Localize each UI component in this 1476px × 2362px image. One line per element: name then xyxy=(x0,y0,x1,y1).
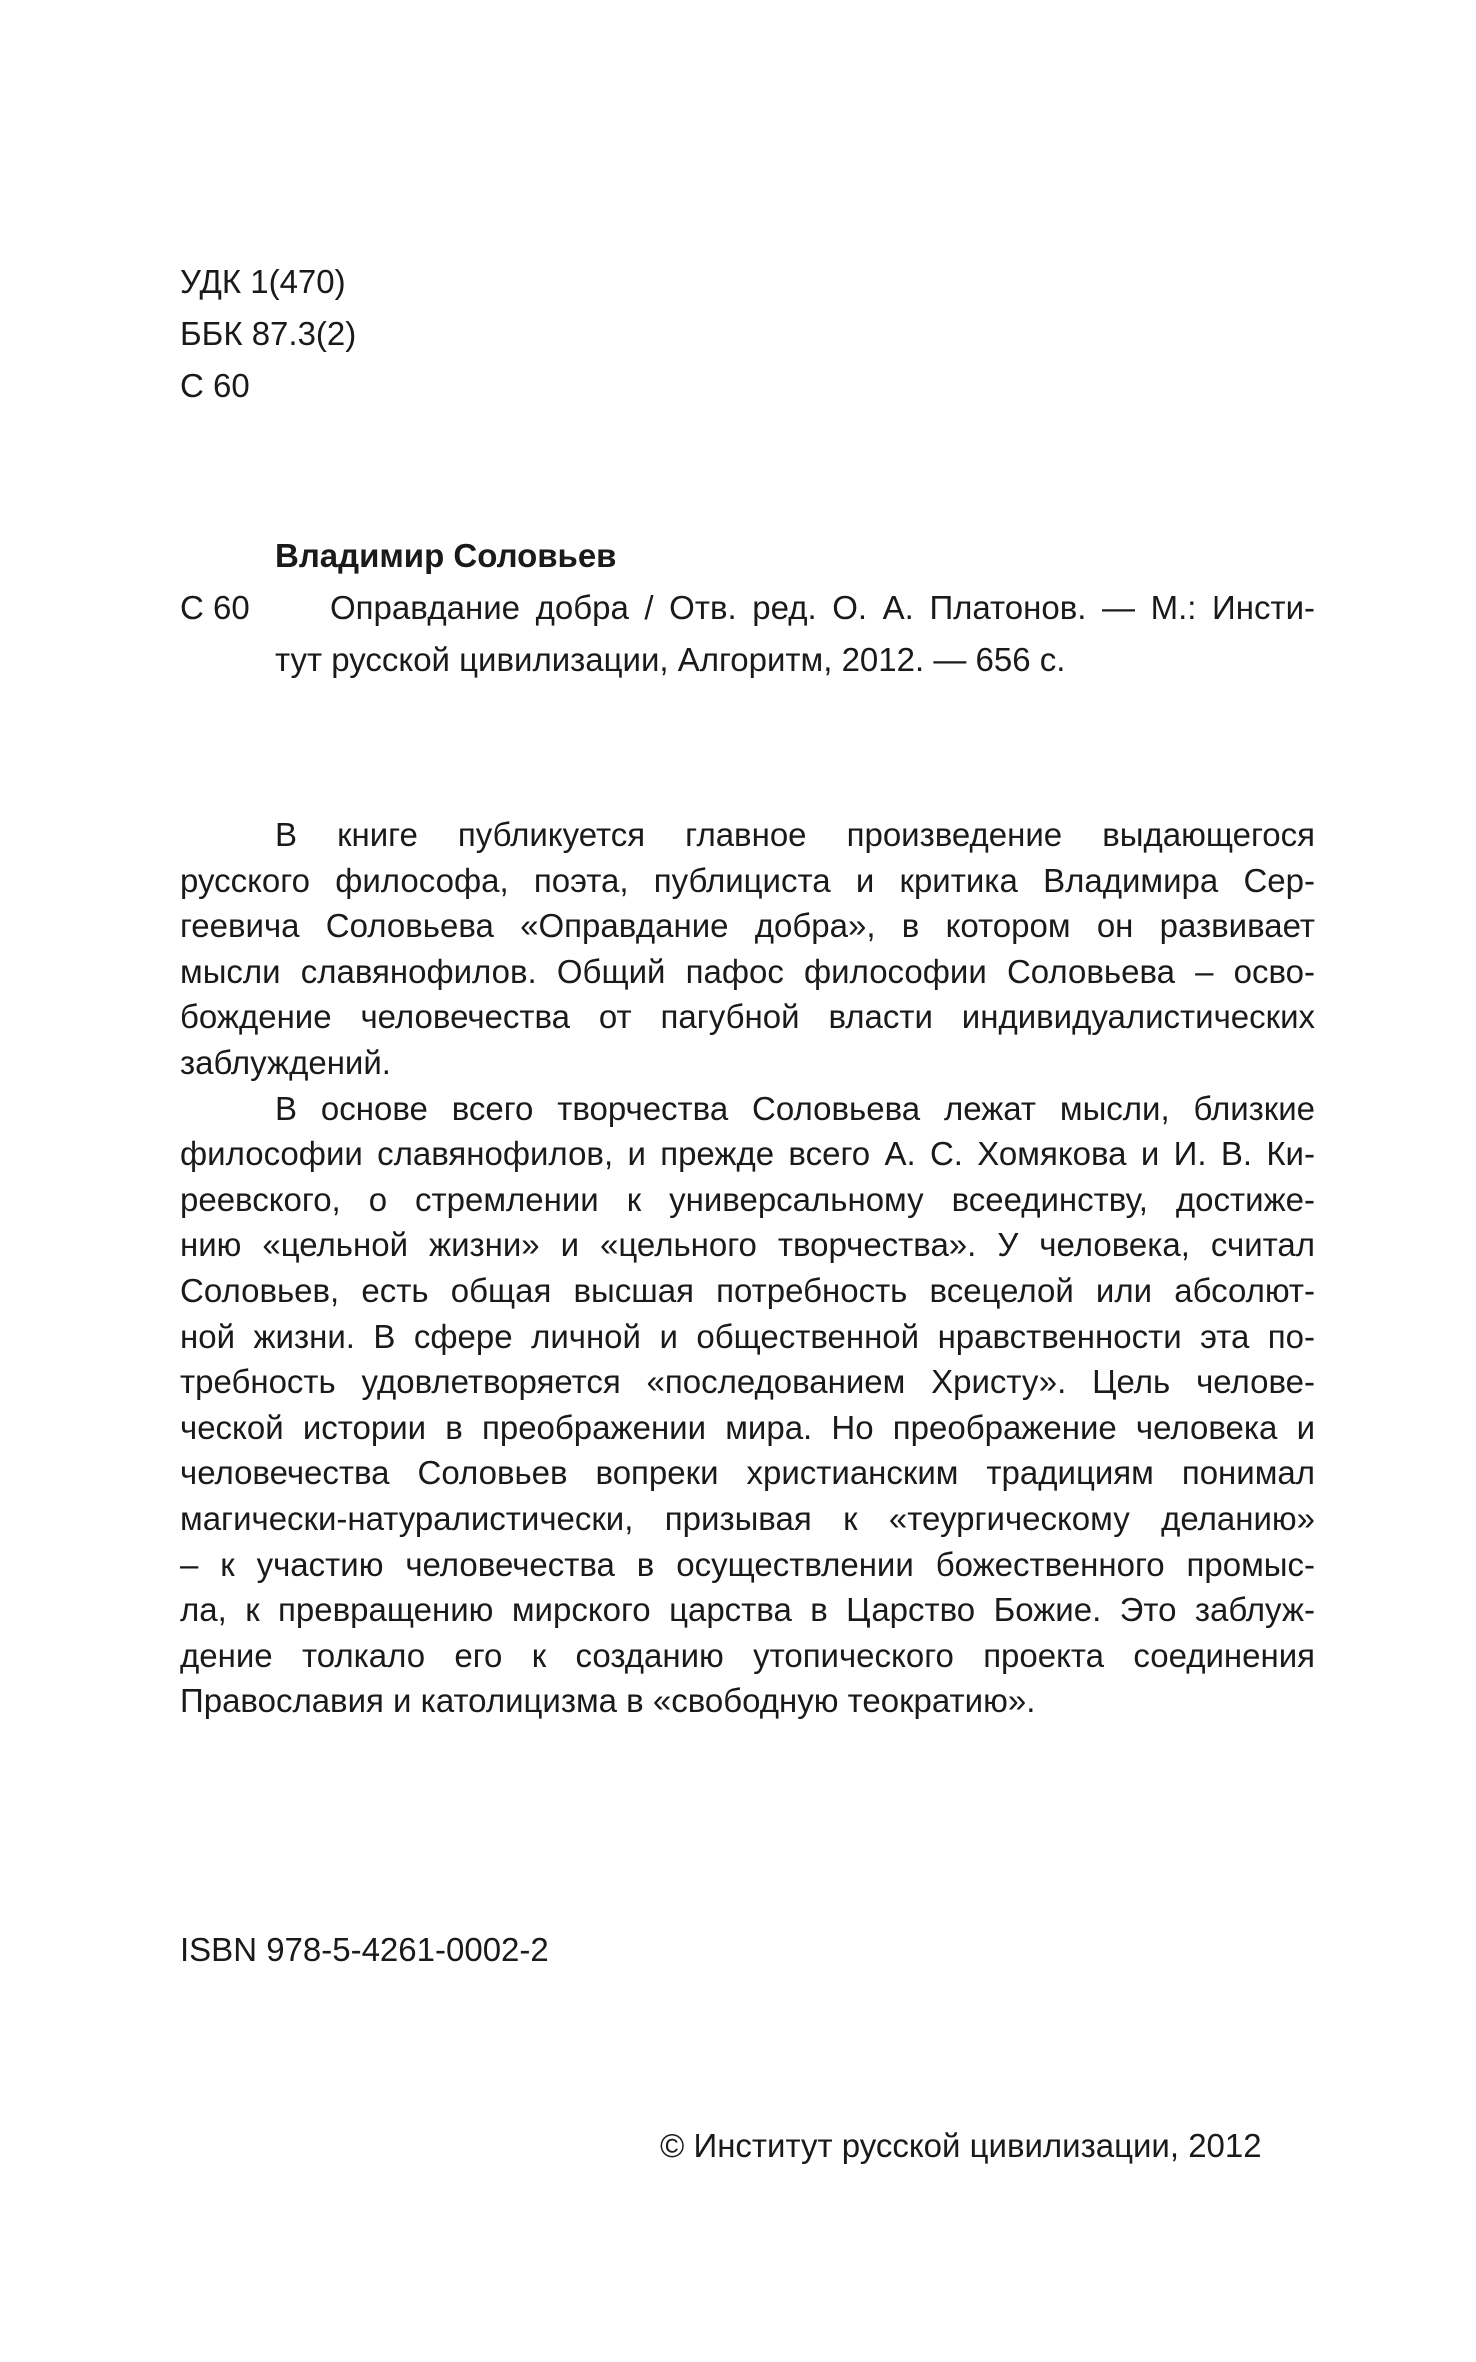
copyright-notice: © Институт русской цивилизации, 2012 xyxy=(660,2127,1262,2164)
abstract-line: ла, к превращению мирского царства в Царство Божие. Это заблуж- xyxy=(180,1591,1315,1629)
abstract-line: реевского, о стремлении к универсальному всеединству, достиже- xyxy=(180,1180,1315,1218)
abstract-paragraph xyxy=(180,1086,1315,1724)
abstract-line: дение толкало его к созданию утопического проекта соединения xyxy=(180,1636,1315,1674)
abstract-line: магически-натуралистически, призывая к «теургическому деланию» xyxy=(180,1499,1315,1537)
abstract xyxy=(180,812,1315,1724)
abstract-line: Православия и католицизма в «свободную теократию». xyxy=(180,1682,1036,1720)
abstract-line: нию «цельной жизни» и «цельного творчества». У человека, считал xyxy=(180,1226,1315,1264)
abstract-line: геевича Соловьева «Оправдание добра», в котором он развивает xyxy=(180,907,1315,945)
abstract-paragraph xyxy=(180,812,1315,1086)
classification-block xyxy=(180,256,356,412)
abstract-line: ческой истории в преображении мира. Но преображение человека и xyxy=(180,1408,1315,1446)
author-mark: С 60 xyxy=(180,367,250,404)
abstract-line: заблуждений. xyxy=(180,1043,391,1081)
bibliographic-entry xyxy=(275,582,1315,686)
isbn: ISBN 978-5-4261-0002-2 xyxy=(180,1931,549,1968)
abstract-line: требность удовлетворяется «последованием Христу». Цель челове- xyxy=(180,1363,1315,1401)
abstract-line: В основе всего творчества Соловьева лежат мысли, близкие xyxy=(275,1089,1315,1127)
abstract-line: – к участию человечества в осуществлении божественного промыс- xyxy=(180,1545,1315,1583)
abstract-line: мысли славянофилов. Общий пафос философии Соловьева – осво- xyxy=(180,952,1315,990)
bbk-code: ББК 87.3(2) xyxy=(180,315,357,352)
udk-code: УДК 1(470) xyxy=(180,263,346,300)
abstract-line: Соловьев, есть общая высшая потребность всецелой или абсолют- xyxy=(180,1271,1315,1309)
author-name: Владимир Соловьев xyxy=(275,537,617,574)
abstract-line: В книге публикуется главное произведение выдающегося xyxy=(275,816,1315,853)
abstract-line: ной жизни. В сфере личной и общественной нравственности эта по- xyxy=(180,1317,1315,1355)
abstract-line: человечества Соловьев вопреки христианским традициям понимал xyxy=(180,1454,1315,1492)
abstract-line: философии славянофилов, и прежде всего А. С. Хомякова и И. В. Ки- xyxy=(180,1135,1315,1173)
bibliographic-code: С 60 xyxy=(180,589,250,626)
bibliographic-line: тут русской цивилизации, Алгоритм, 2012. — 656 с. xyxy=(275,641,1066,678)
bibliographic-line: Оправдание добра / Отв. ред. О. А. Платонов. — М.: Инсти- xyxy=(330,589,1315,626)
abstract-line: бождение человечества от пагубной власти индивидуалистических xyxy=(180,998,1315,1036)
abstract-line: русского философа, поэта, публициста и критика Владимира Сер- xyxy=(180,861,1315,899)
